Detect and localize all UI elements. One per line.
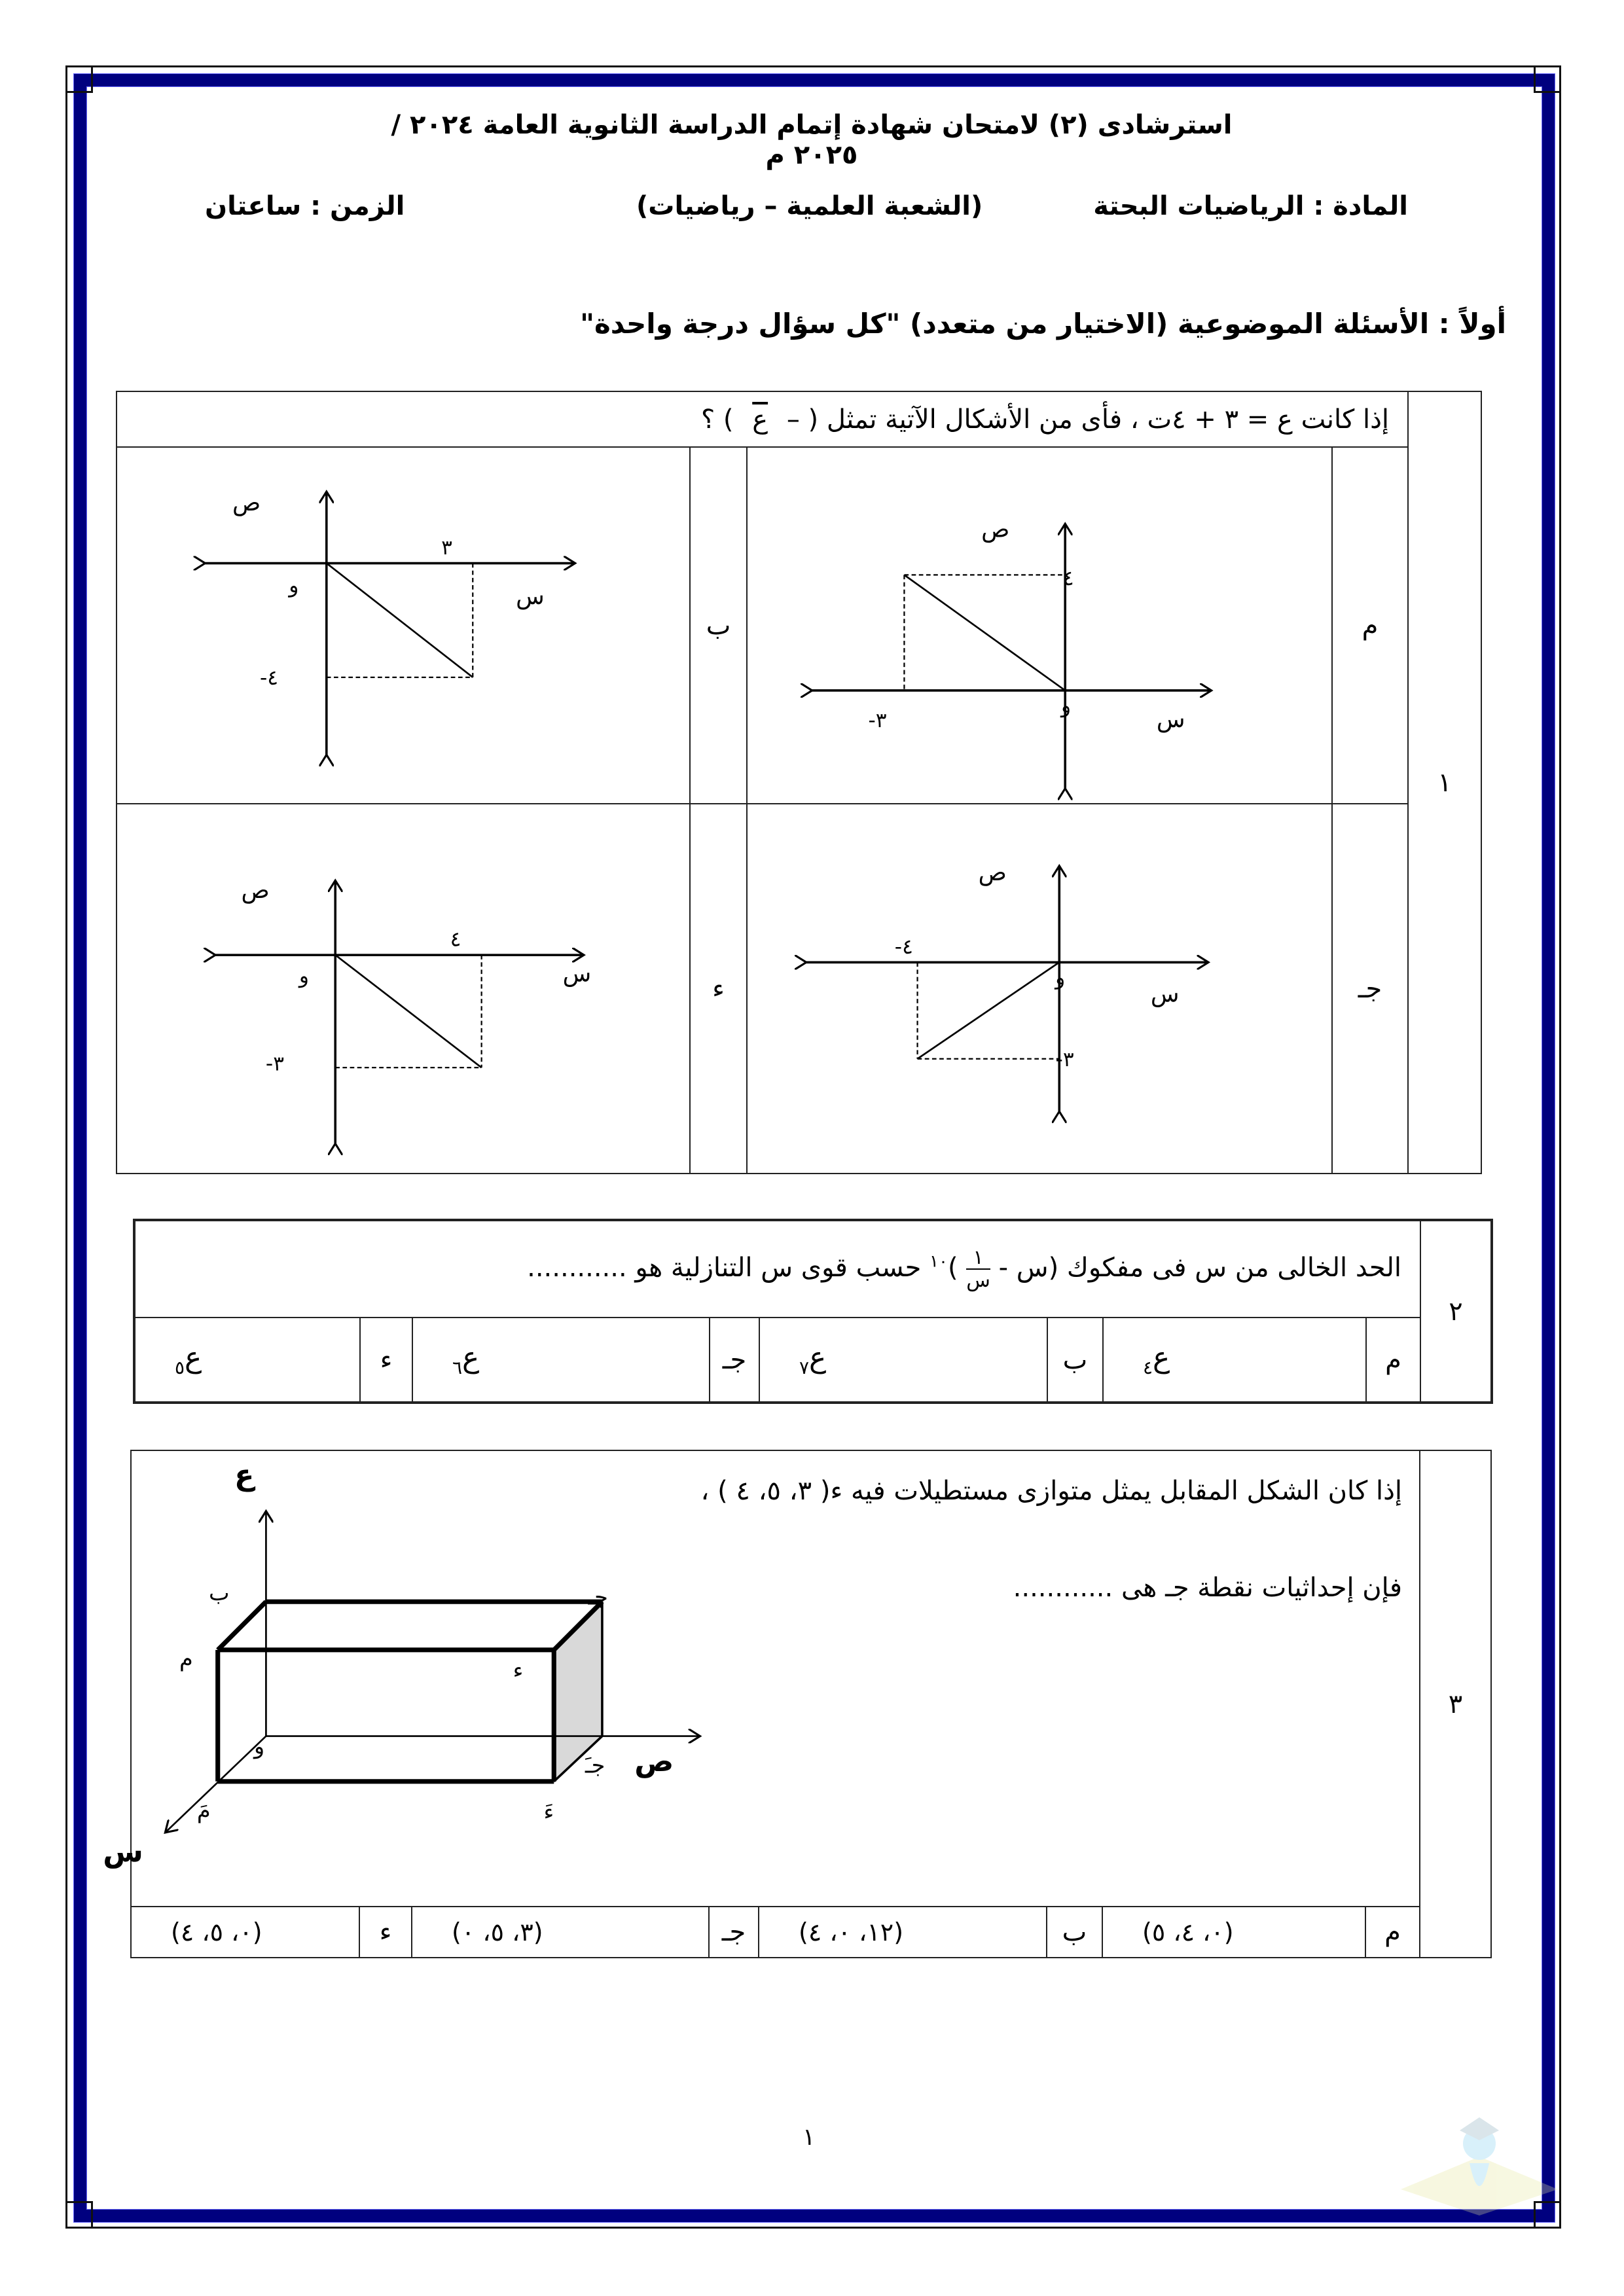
option-answer[interactable] [1103, 1318, 1366, 1403]
option-answer[interactable] [412, 1318, 710, 1403]
question-number: ١ [1408, 391, 1481, 1174]
origin-label: و [1055, 965, 1066, 990]
answer-subscript: ٤ [1143, 1356, 1153, 1378]
question-text-b: ) [947, 1253, 958, 1283]
fraction [966, 1247, 990, 1291]
page-number: ١ [803, 2124, 816, 2151]
answer-base: ع [1153, 1341, 1170, 1375]
z-axis-label: ع [234, 1458, 255, 1492]
answer-base: ع [462, 1341, 480, 1375]
y-axis-label: ص [634, 1744, 674, 1779]
cuboid-figure [103, 1451, 1419, 1907]
option-answer[interactable]: (٠، ٥، ٤) [131, 1907, 359, 1958]
vertex-label-c-prime: جـَ [585, 1752, 605, 1778]
vector-line [335, 955, 481, 1067]
vertex-label-a: م [179, 1645, 193, 1672]
y-axis-label: ص [241, 876, 270, 904]
question-3-table [103, 1450, 1492, 1958]
x-axis-label: س [1150, 980, 1180, 1008]
edge [218, 1602, 266, 1650]
y-axis-label: ص [981, 516, 1010, 543]
answer-subscript: ٦ [452, 1356, 463, 1378]
border-corner [1534, 65, 1561, 93]
question-text-suffix: ) ؟ [700, 404, 734, 435]
option-letter[interactable]: ب [690, 447, 747, 804]
fraction-denominator: س [966, 1269, 990, 1292]
question-text-a: الحد الخالى من س فى مفكوك (س - [998, 1253, 1401, 1283]
vector-line [918, 962, 1060, 1058]
option-letter[interactable]: ء [359, 1907, 412, 1958]
x-axis-label: س [103, 1835, 143, 1869]
option-letter[interactable]: ء [360, 1318, 412, 1403]
y-axis-label: ص [232, 490, 261, 517]
origin-label: و [289, 574, 299, 598]
option-answer[interactable]: (٠، ٤، ٥) [1102, 1907, 1365, 1958]
question-text [117, 391, 1408, 447]
y-tick-label: ٣- [265, 1052, 285, 1076]
fraction-numerator: ١ [966, 1247, 990, 1270]
watermark-logo-icon [1388, 2104, 1571, 2235]
section-title: أولاً : الأسئلة الموضوعية (الاختيار من متعدد) "كل سؤال درجة واحدة" [580, 308, 1506, 340]
exam-title: استرشادى (٢) لامتحان شهادة إتمام الدراسة الثانوية العامة ٢٠٢٤ / ٢٠٢٥ م [391, 110, 1233, 170]
vertex-label-a-prime: مَ [196, 1797, 211, 1823]
x-axis-label: س [562, 960, 592, 988]
option-letter[interactable]: جـ [709, 1907, 759, 1958]
question-text-prefix: إذا كانت ع = ٣ + ٤ت ، فأى من الأشكال الآتية تمثل ( – [786, 404, 1390, 435]
option-letter[interactable]: جـ [1332, 804, 1408, 1174]
x-tick-label: ٤ [450, 927, 461, 952]
y-tick-label: ٤- [259, 666, 279, 690]
question-number: ٢ [1420, 1220, 1492, 1403]
question-line-1: إذا كان الشكل المقابل يمثل متوازى مستطيلات فيه ء( ٣، ٥، ٤ ) ، [700, 1476, 1402, 1506]
option-b-diagram[interactable] [117, 447, 690, 804]
y-tick-label: ٣- [1055, 1047, 1074, 1071]
option-letter[interactable]: م [1365, 1907, 1420, 1958]
option-answer[interactable]: (٣، ٥، ٠) [412, 1907, 709, 1958]
x-axis-label: س [516, 583, 545, 611]
vector-line [327, 564, 473, 677]
question-text [134, 1220, 1420, 1318]
origin-label: و [298, 964, 310, 988]
x-axis-label: س [1156, 706, 1185, 733]
question-1-table [116, 391, 1482, 1174]
question-body [103, 1450, 1420, 1907]
answer-subscript: ٥ [175, 1356, 185, 1378]
vertex-label-b: ب [209, 1579, 230, 1605]
option-letter[interactable]: جـ [710, 1318, 759, 1403]
border-corner [65, 2201, 93, 2229]
option-letter[interactable]: ب [1047, 1907, 1102, 1958]
question-line-2: فإن إحداثيات نقطة جـ هى ............ [1013, 1573, 1402, 1603]
vector-line [904, 575, 1065, 691]
option-letter[interactable]: م [1332, 447, 1408, 804]
answer-base: ع [185, 1341, 202, 1375]
vertex-label-d-prime: ءَ [543, 1799, 554, 1825]
vertex-label-d: ء [513, 1657, 524, 1683]
border-corner [65, 65, 93, 93]
option-letter[interactable]: ء [690, 804, 747, 1174]
question-text-c: حسب قوى س التنازلية هو ............ [527, 1253, 922, 1283]
subject-label: المادة : الرياضيات البحتة [1093, 191, 1408, 221]
answer-base: ع [809, 1341, 827, 1375]
time-label: الزمن : ساعتان [205, 191, 405, 221]
option-d-diagram[interactable] [117, 804, 690, 1174]
y-axis-label: ص [978, 859, 1007, 887]
vertex-label-c: جـ [588, 1584, 608, 1610]
question-2-table [133, 1219, 1493, 1404]
option-a-diagram[interactable] [747, 447, 1332, 804]
x-tick-label: ٣- [868, 708, 887, 732]
x-tick-label: ٣ [441, 536, 452, 560]
option-letter[interactable]: ب [1047, 1318, 1103, 1403]
option-answer[interactable] [134, 1318, 360, 1403]
option-letter[interactable]: م [1366, 1318, 1420, 1403]
y-tick-label: ٤ [1062, 567, 1074, 591]
branch-label: (الشعبة العلمية – رياضيات) [636, 191, 983, 221]
origin-label: و [1061, 694, 1072, 718]
answer-subscript: ٧ [799, 1356, 810, 1378]
conjugate-symbol: ع [752, 404, 768, 435]
option-answer[interactable] [759, 1318, 1047, 1403]
option-c-diagram[interactable] [747, 804, 1332, 1174]
question-number: ٣ [1420, 1450, 1491, 1958]
option-answer[interactable]: (١٢، ٠، ٤) [759, 1907, 1047, 1958]
x-tick-label: ٤- [894, 935, 913, 959]
exponent: ١٠ [929, 1251, 948, 1272]
origin-label: و [254, 1733, 265, 1759]
